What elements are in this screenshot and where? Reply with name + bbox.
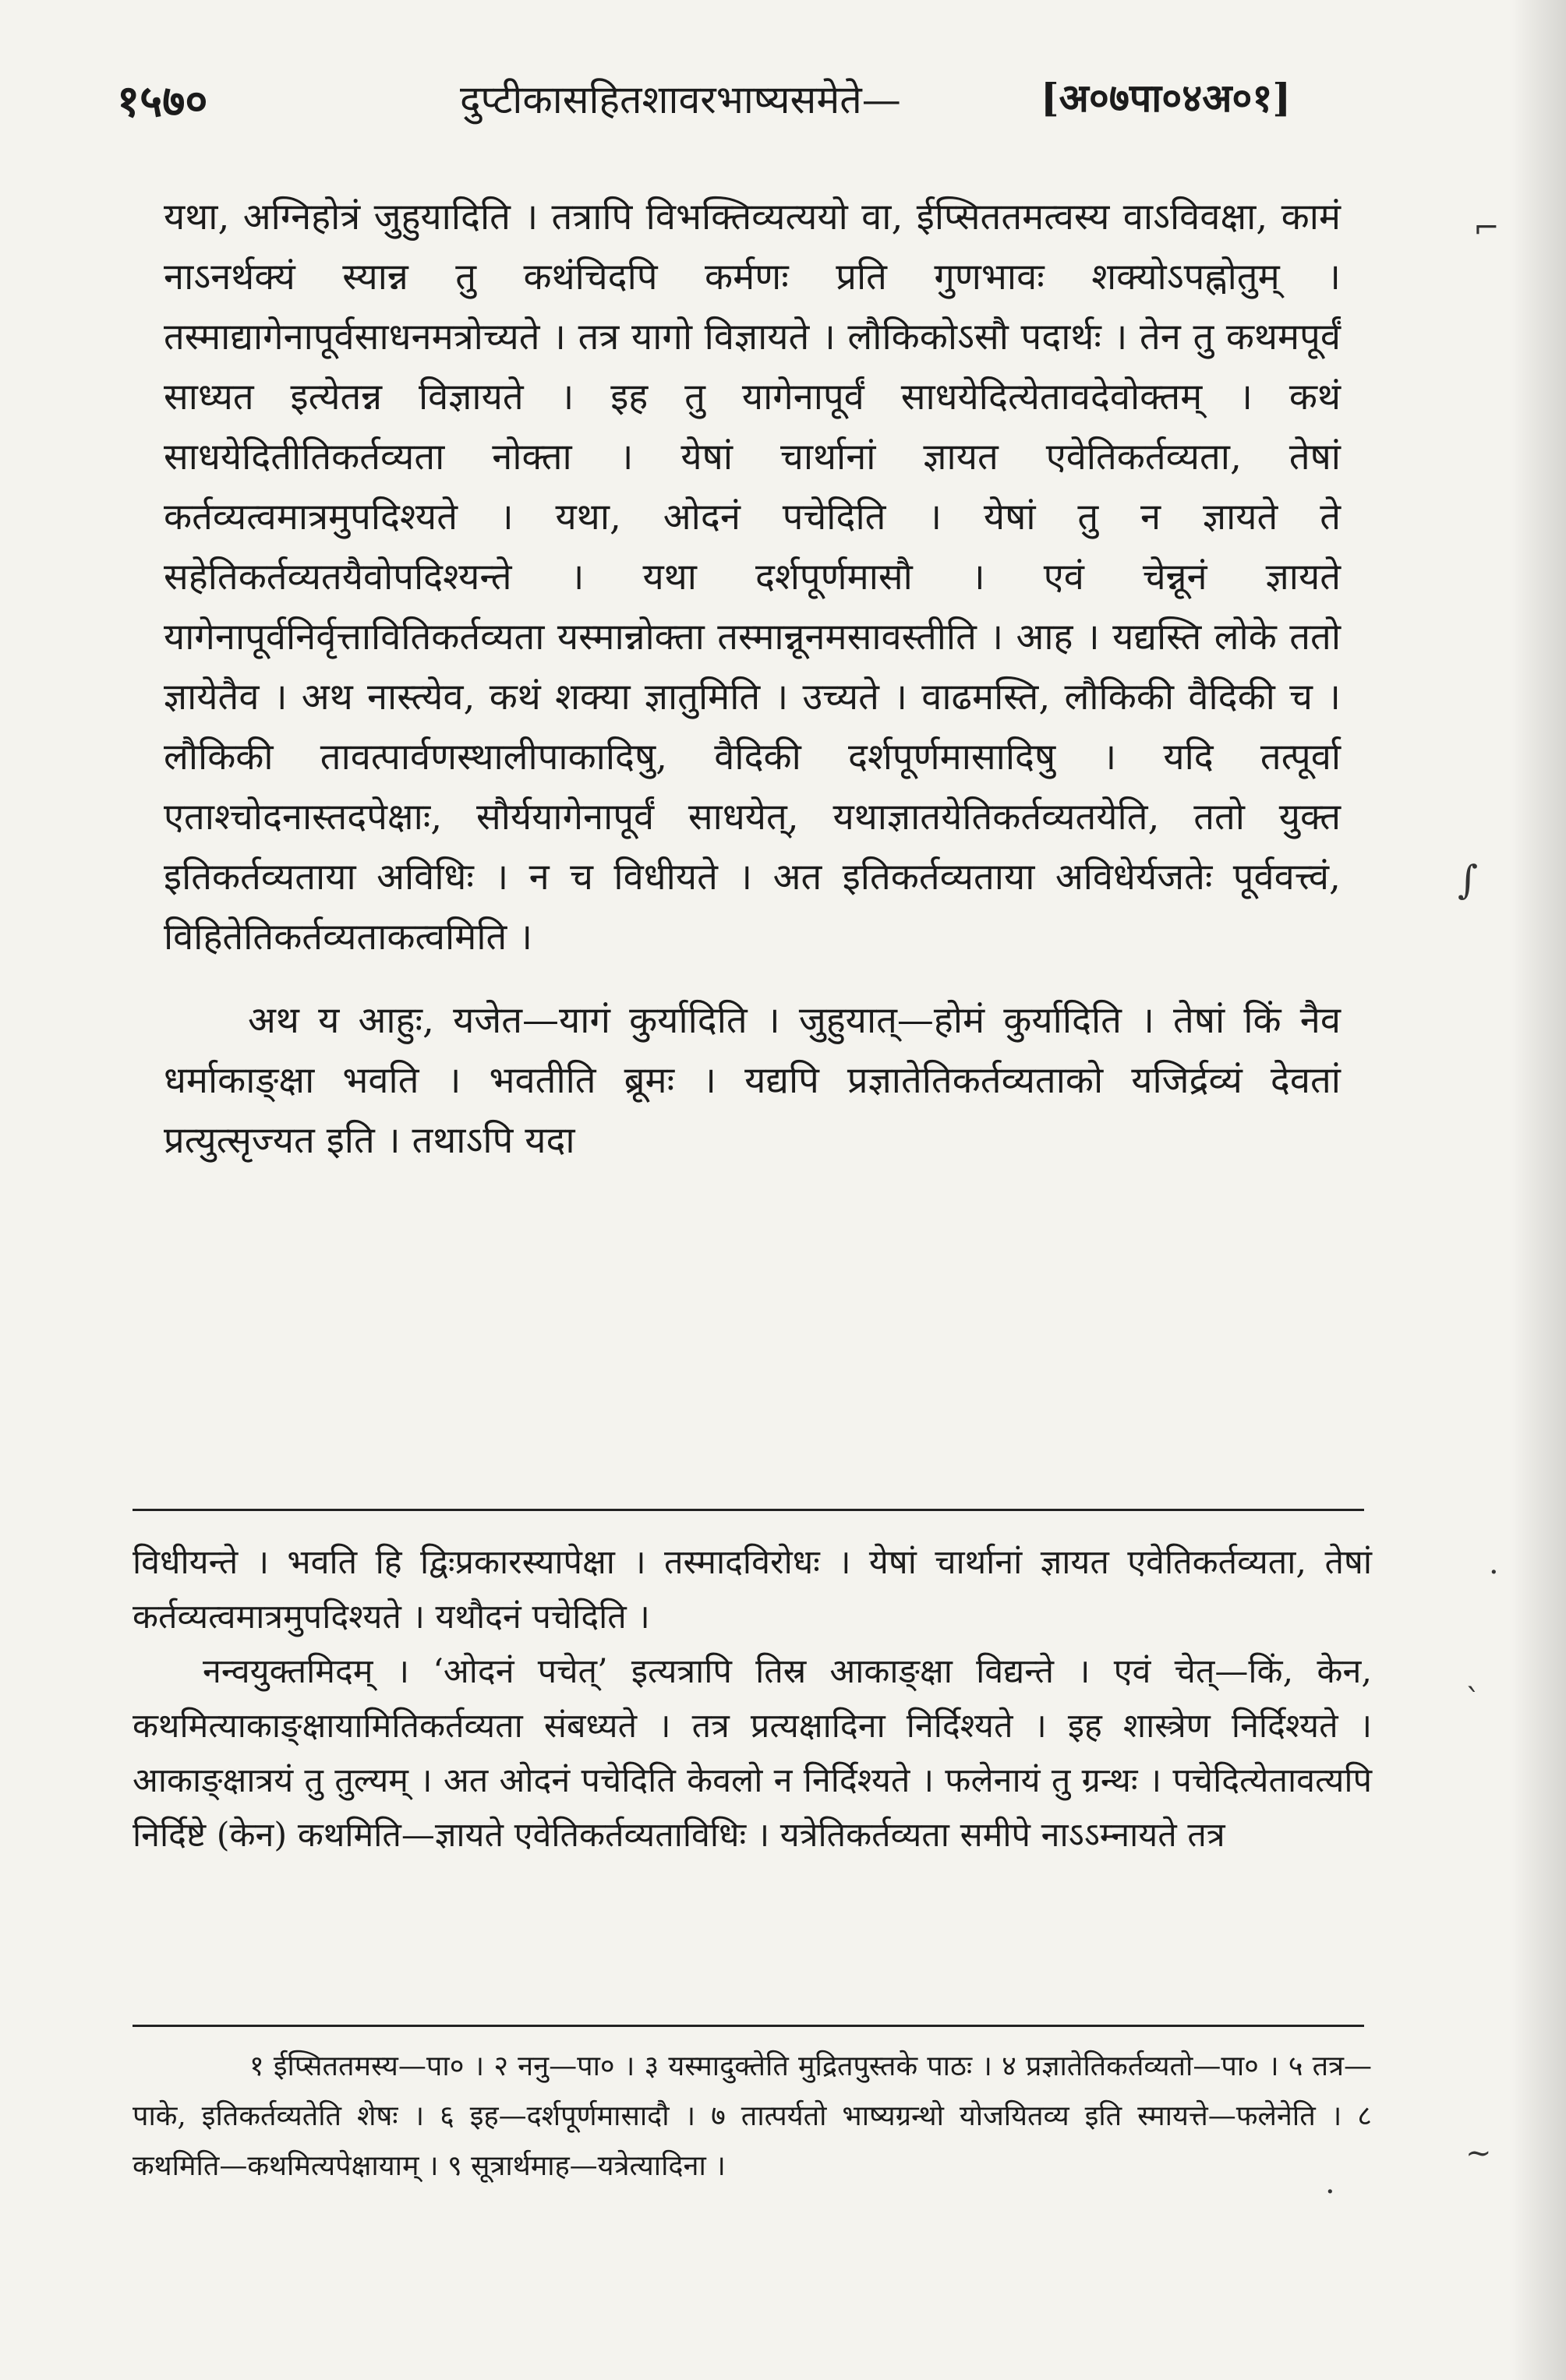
- page-number: १५७०: [117, 76, 208, 127]
- main-text-block: [164, 187, 1341, 1171]
- margin-scribble-mark: ⌐: [1473, 210, 1500, 246]
- footnote-divider: [133, 2025, 1364, 2027]
- margin-dash-mark: ~: [1465, 2135, 1492, 2171]
- running-title: दुप्टीकासहितशावरभाष्यसमेते—: [460, 77, 901, 122]
- footnotes-text: १ ईप्सिततमस्य—पा० । २ ननु—पा० । ३ यस्मादुक्तेति मुद्रितपुस्तके पाठः । ४ प्रज्ञातेतिकर्तव्यतो—पा० । ५ तत्र—पाके, इतिकर्तव्यतेति शेषः । ६ इह—दर्शपूर्णमासादौ । ७ तात्पर्यतो भाष्यग्रन्थो योजयितव्य इति स्मायत्ते—फलेनेति । ८ कथमिति—कथमित्यपेक्षायाम् । ९ सूत्रार्थमाह—यत्रेत्यादिना ।: [133, 2050, 1372, 2182]
- margin-dot-mark: ·: [1489, 1555, 1499, 1591]
- margin-dot-mark: ·: [1325, 2174, 1335, 2210]
- commentary-block: [133, 1535, 1372, 1863]
- footnotes-block: [133, 2042, 1372, 2191]
- section-divider: [133, 1509, 1364, 1511]
- page-header: [117, 70, 1395, 140]
- page-spine-shadow: [1511, 0, 1566, 2380]
- main-paragraph-2: अथ य आहुः, यजेत—यागं कुर्यादिति । जुहुयात्—होमं कुर्यादिति । तेषां किं नैव धर्माकाङ्क्षा भवति । भवतीति ब्रूमः । यद्यपि प्रज्ञातेतिकर्तव्यताको यजिर्द्रव्यं देवतां प्रत्युत्सृज्यत इति । तथाऽपि यदा: [164, 999, 1341, 1162]
- margin-scribble-mark: ∫: [1458, 857, 1479, 902]
- main-paragraph-1: यथा, अग्निहोत्रं जुहुयादिति । तत्रापि विभक्तिव्यत्ययो वा, ईप्सिततमत्वस्य वाऽविवक्षा, कामं नाऽनर्थक्यं स्यान्न तु कथंचिदपि कर्मणः प्रति गुणभावः शक्योऽपह्नोतुम् । तस्माद्यागेनापूर्वसाधनमत्रोच्यते । तत्र यागो विज्ञायते । लौकिकोऽसौ पदार्थः । तेन तु कथमपूर्वं साध्यत इत्येतन्न विज्ञायते । इह तु यागेनापूर्वं साधयेदित्येतावदेवोक्तम् । कथं साधयेदितीतिकर्तव्यता नोक्ता । येषां चार्थानां ज्ञायत एवेतिकर्तव्यता, तेषां कर्तव्यत्वमात्रमुपदिश्यते । यथा, ओदनं पचेदिति । येषां तु न ज्ञायते ते सहेतिकर्तव्यतयैवोपदिश्यन्ते । यथा दर्शपूर्णमासौ । एवं चेन्नूनं ज्ञायते यागेनापूर्वनिर्वृत्तावितिकर्तव्यता यस्मान्नोक्ता तस्मान्नूनमसावस्तीति । आह । यद्यस्ति लोके ततो ज्ञायेतैव । अथ नास्त्येव, कथं शक्या ज्ञातुमिति । उच्यते । वाढमस्ति, लौकिकी वैदिकी च । लौकिकी तावत्पार्वणस्थालीपाकादिषु, वैदिकी दर्शपूर्णमासादिषु । यदि तत्पूर्वा एताश्चोदनास्तदपेक्षाः, सौर्ययागेनापूर्वं साधयेत्, यथाज्ञातयेतिकर्तव्यतयेति, ततो युक्त इतिकर्तव्यताया अविधिः । न च विधीयते । अत इतिकर्तव्यताया अविधेर्यजतेः पूर्ववत्त्वं, विहितेतिकर्तव्यताकत्वमिति ।: [164, 196, 1341, 959]
- margin-tick-mark: ˋ: [1465, 1683, 1481, 1719]
- section-reference: [अ०७पा०४अ०१]: [1041, 75, 1292, 121]
- commentary-paragraph-1: विधीयन्ते । भवति हि द्विःप्रकारस्यापेक्षा । तस्मादविरोधः । येषां चार्थानां ज्ञायत एवेतिकर्तव्यता, तेषां कर्तव्यत्वमात्रमुपदिश्यते । यथौदनं पचेदिति ।: [133, 1543, 1372, 1637]
- commentary-paragraph-2: नन्वयुक्तमिदम् । ‘ओदनं पचेत्’ इत्यत्रापि तिस्र आकाङ्क्षा विद्यन्ते । एवं चेत्—किं, केन, कथमित्याकाङ्क्षायामितिकर्तव्यता संबध्यते । तत्र प्रत्यक्षादिना निर्दिश्यते । इह शास्त्रेण निर्दिश्यते । आकाङ्क्षात्रयं तु तुल्यम् । अत ओदनं पचेदिति केवलो न निर्दिश्यते । फलेनायं तु ग्रन्थः । पचेदित्येतावत्यपि निर्दिष्टे (केन) कथमिति—ज्ञायते एवेतिकर्तव्यताविधिः । यत्रेतिकर्तव्यता समीपे नाऽऽम्नायते तत्र: [133, 1652, 1372, 1855]
